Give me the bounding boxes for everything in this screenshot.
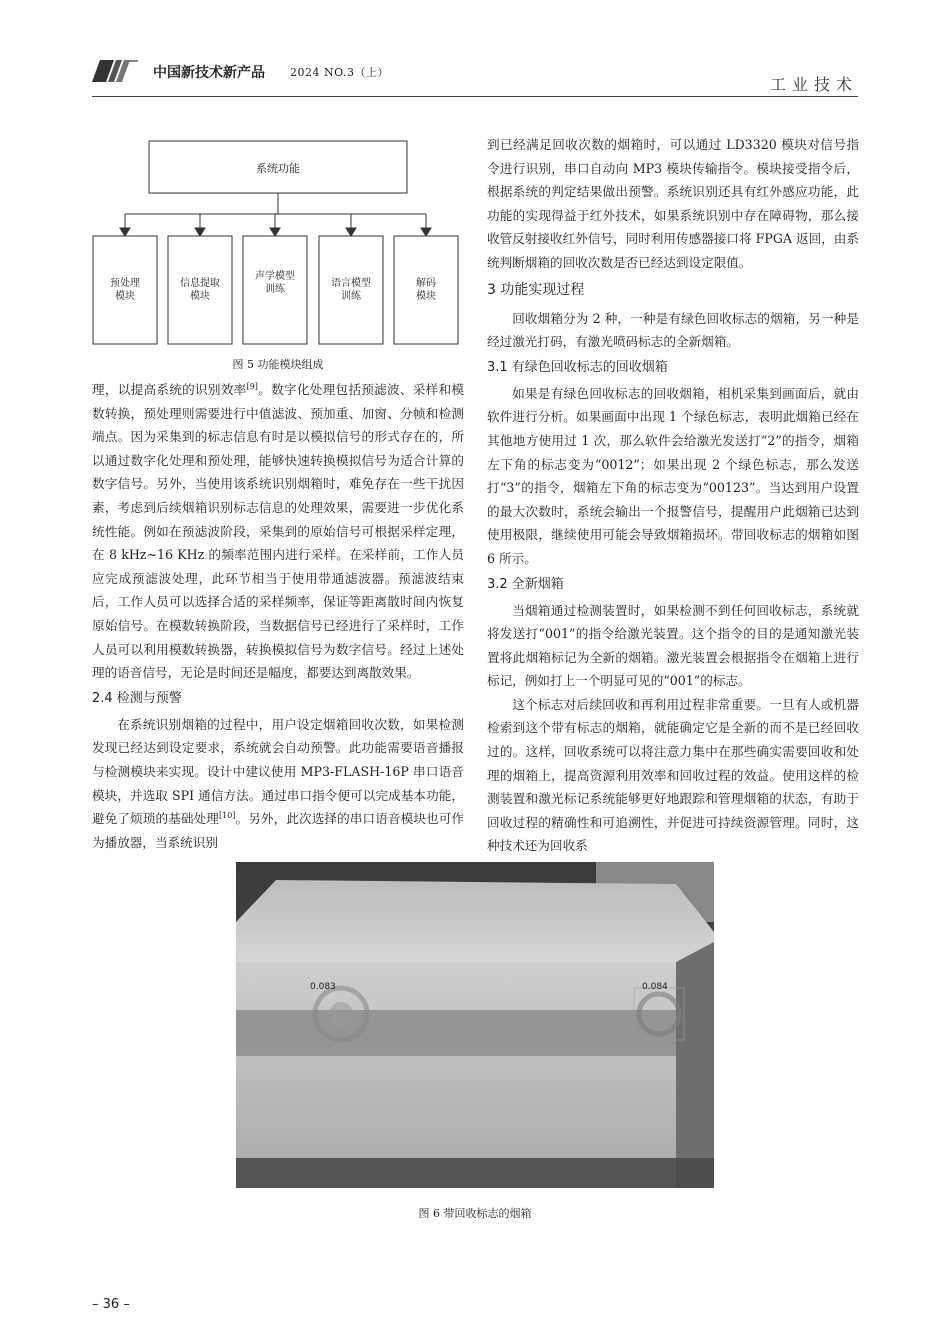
section-heading-3-2: 3.2 全新烟箱 — [487, 576, 564, 592]
module-box-extract — [168, 236, 232, 344]
module-label: 模块 — [115, 291, 135, 302]
paragraph: 回收烟箱分为 2 种，一种是有绿色回收标志的烟箱，另一种是经过激光打码，有激光喷码标志的全新烟箱。 — [487, 310, 859, 350]
figure6-photo — [236, 862, 714, 1188]
paragraph: 到已经满足回收次数的烟箱时，可以通过 LD3320 模块对信号指令进行识别，串口自动向 MP3 模块传输指令。模块接受指令后，根据系统的判定结果做出预警。系统识别还具有红外感应功能，此功能的实现得益于红外技术，如果系统识别中存在障碍物，那么接收管反射接收红外信号，同时利用传感器接口将 FPGA 返回，由系统判断烟箱的回收次数是否已经达到设定限值。 — [487, 137, 859, 270]
right-column — [487, 133, 859, 858]
journal-issue: 2024 NO.3（上） — [290, 66, 389, 79]
module-label: 模块 — [416, 291, 436, 302]
cigarette-box-photo — [236, 862, 714, 1188]
figure5-caption: 图 5 功能模块组成 — [232, 358, 324, 371]
section-title: 工业技术 — [769, 75, 858, 94]
module-box-preprocess — [93, 236, 157, 344]
section-heading-3-1: 3.1 有绿色回收标志的回收烟箱 — [487, 359, 668, 375]
module-label: 训练 — [265, 284, 285, 295]
paragraph: 这个标志对后续回收和再利用过程非常重要。一旦有人或机器检索到这个带有标志的烟箱，就能确定它是全新的而不是已经回收过的。这样，回收系统可以将注意力集中在那些确实需要回收和处理的烟箱上，提高资源利用效率和回收过程的效益。使用这样的检测装置和激光标记系统能够更好地跟踪和管理烟箱的状态，有助于回收过程的精确性和可追溯性，并促进可持续资源管理。同时，这种技术还为回收系 — [487, 696, 859, 854]
module-box-language — [319, 236, 383, 344]
module-label: 语言模型 — [331, 278, 371, 289]
module-label: 信息提取 — [180, 278, 220, 289]
paragraph: 在系统识别烟箱的过程中，用户设定烟箱回收次数，如果检测发现已经达到设定要求，系统就会自动预警。此功能需要语音播报与检测模块来实现。设计中建议使用 MP3-FLASH-16P 串口语音模块，并选取 SPI 通信方法。通过串口指令便可以完成基本功能，避免了烦琐的基础处理[10]。另外，此次选择的串口语音模块也可作为播放器，当系统识别 — [92, 716, 465, 850]
figure5-diagram — [92, 140, 464, 372]
paragraph: 当烟箱通过检测装置时，如果检测不到任何回收标志，系统就将发送打“001”的指令给激光装置。这个指令的目的是通知激光装置将此烟箱标记为全新的烟箱。激光装置会根据指令在烟箱上进行标记，例如打上一个明显可见的“001”的标志。 — [487, 602, 859, 689]
paragraph: 如果是有绿色回收标志的回收烟箱，相机采集到画面后，就由软件进行分析。如果画面中出现 1 个绿色标志，表明此烟箱已经在其他地方使用过 1 次，那么软件会给激光发送打“2”的指令，烟箱左下角的标志变为“0012”；如果出现 2 个绿色标志，那么发送打“3”的指令，烟箱左下角的标志变为“00123”。当达到用户设置的最大次数时，系统会输出一个报警信号，提醒用户此烟箱已达到使用极限，继续使用可能会导致烟箱损坏。带回收标志的烟箱如图 6 所示。 — [487, 385, 859, 566]
left-column — [92, 378, 464, 854]
module-label: 训练 — [341, 291, 361, 302]
module-label: 预处理 — [110, 278, 140, 289]
journal-logo-icon — [92, 60, 138, 82]
box-label-left: 0.083 — [310, 982, 336, 992]
box-label-right: 0.084 — [642, 982, 668, 992]
journal-title: 中国新技术新产品 — [153, 65, 265, 81]
connectors — [120, 214, 431, 236]
top-box-label: 系统功能 — [256, 162, 300, 175]
figure6-caption: 图 6 带回收标志的烟箱 — [418, 1207, 532, 1220]
paragraph: 理，以提高系统的识别效率[9]。数字化处理包括预滤波、采样和模数转换，预处理则需要进行中值滤波、预加重、加窗、分帧和检测端点。因为采集到的标志信息有时是以模拟信号的形式存在的，所以通过数字化处理和预处理，能够快速转换模拟信号为适合计算的数字信号。另外，当使用该系统识别烟箱时，难免存在一些干扰因素，考虑到后续烟箱识别标志信息的处理效果，需要进一步优化系统性能。例如在预滤波阶段，采集到的原始信号可根据采样定理，在 8 kHz~16 KHz 的频率范围内进行采样。在采样前，工作人员应完成预滤波处理，此环节相当于使用带通滤波器。预滤波结束后，工作人员可以选择合适的采样频率，保证等距离散时间内恢复原始信号。在模数转换阶段，当数据信号已经进行了采样时，工作人员可以利用模数转换器，转换模拟信号为数字信号。经过上述处理的语音信号，无论是时间还是幅度，都要达到离散效果。 — [92, 381, 465, 681]
module-label: 模块 — [190, 291, 210, 302]
page-number: – 36 – — [92, 1297, 130, 1312]
section-heading-3: 3 功能实现过程 — [487, 281, 585, 298]
section-heading-2-4: 2.4 检测与预警 — [92, 690, 182, 706]
module-box-decode — [394, 236, 458, 344]
header-rule — [92, 96, 858, 97]
citation: [10] — [219, 810, 236, 820]
module-label: 解码 — [416, 278, 436, 289]
module-label: 声学模型 — [255, 271, 295, 282]
citation: [9] — [246, 381, 258, 391]
